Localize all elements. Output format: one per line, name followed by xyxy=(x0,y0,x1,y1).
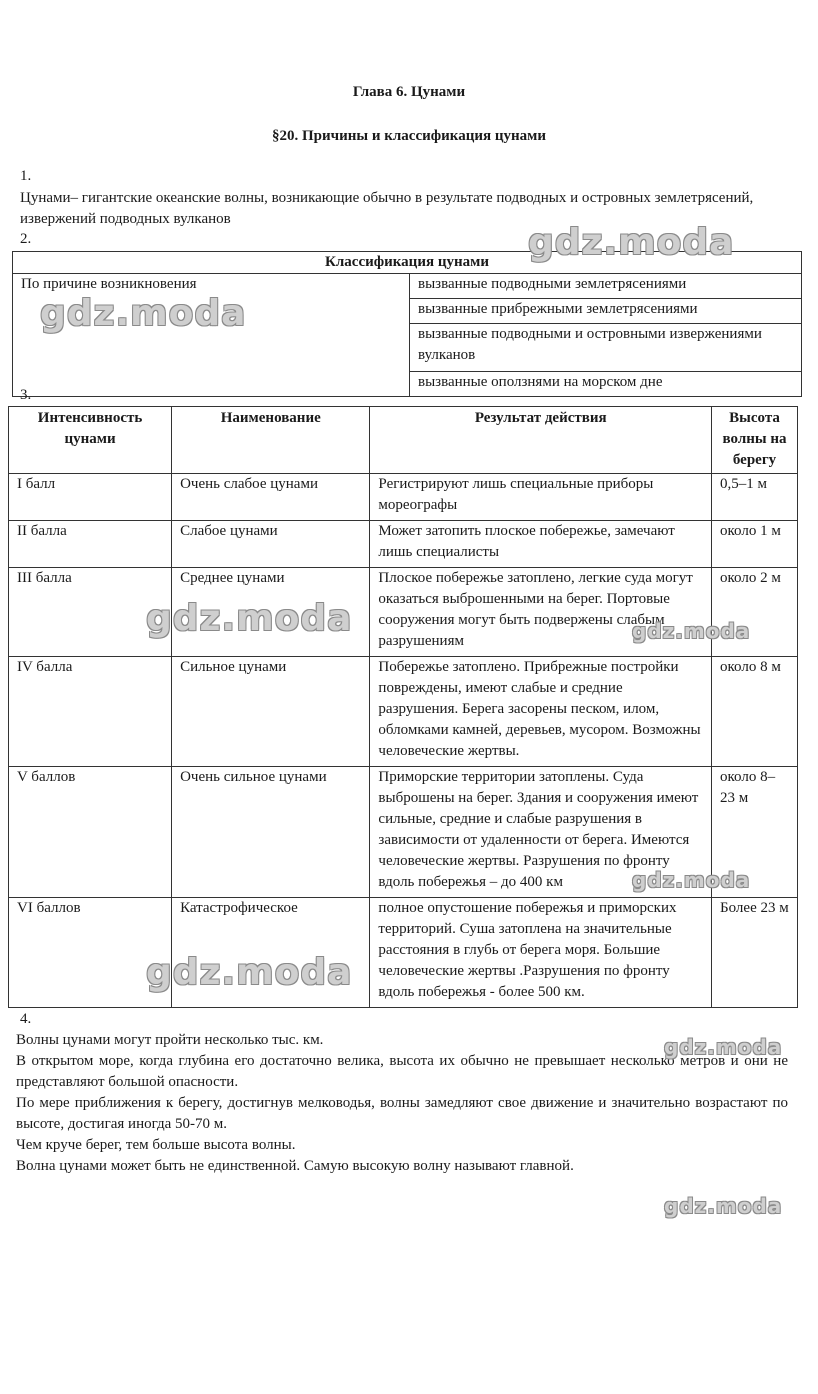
cell-name: Слабое цунами xyxy=(172,521,370,568)
cell-height: около 8 м xyxy=(712,657,798,767)
task1-text: Цунами– гигантские океанские волны, возникающие обычно в результате подводных и островных землетрясений, извержений подводных вулканов xyxy=(20,190,754,227)
chapter-title: Глава 6. Цунами xyxy=(352,84,466,100)
classification-type: вызванные подводными и островными извержениями вулканов xyxy=(410,323,802,372)
cell-height: около 2 м xyxy=(712,568,798,657)
watermark: gdz.moda xyxy=(632,619,751,643)
cell-result: Может затопить плоское побережье, замечают лишь специалисты xyxy=(370,521,712,568)
task2-number: 2. xyxy=(20,231,32,247)
classification-table xyxy=(12,251,802,397)
cell-intensity: III балла xyxy=(9,568,172,657)
cell-name: Среднее цунами xyxy=(172,568,370,657)
task4-text xyxy=(16,1030,788,1177)
classification-type: вызванные подводными землетрясениями xyxy=(410,274,802,299)
cell-name: Катастрофическое xyxy=(172,898,370,1008)
watermark: gdz.moda xyxy=(40,293,247,334)
table-row xyxy=(9,521,798,568)
task1-number: 1. xyxy=(20,168,32,184)
header-height: Высота волны на берегу xyxy=(712,407,798,474)
cell-name: Очень слабое цунами xyxy=(172,474,370,521)
intensity-table xyxy=(8,406,798,1008)
watermark: gdz.moda xyxy=(528,222,735,263)
cell-intensity: I балл xyxy=(9,474,172,521)
table-row xyxy=(9,474,798,521)
classification-criterion: По причине возникновения xyxy=(13,274,410,397)
task4-paragraph: По мере приближения к берегу, достигнув мелководья, волны замедляют свое движение и значительно возрастают по высоте, достигая иногда 50-70 м. xyxy=(16,1095,788,1132)
header-intensity: Интенсивность цунами xyxy=(9,407,172,474)
section-title: §20. Причины и классификация цунами xyxy=(272,128,546,144)
intensity-table-header xyxy=(9,407,798,474)
cell-name: Сильное цунами xyxy=(172,657,370,767)
table-row xyxy=(9,568,798,657)
task3-number: 3. xyxy=(20,387,32,403)
watermark: gdz.moda xyxy=(664,1194,783,1218)
cell-result: полное опустошение побережья и приморских территорий. Суша затоплена на значительные расстояния в глубь от берега моря. Большие человеческие жертвы .Разрушения по фронту вдоль побережья - более 500 км. xyxy=(370,898,712,1008)
classification-type: вызванные оползнями на морском дне xyxy=(410,372,802,397)
watermark: gdz.moda xyxy=(146,952,353,993)
cell-height: около 8–23 м xyxy=(712,767,798,898)
cell-result: Приморские территории затоплены. Суда выброшены на берег. Здания и сооружения имеют сильные, средние и слабые разрушения в зависимости от удаленности от берега. Имеются человеческие жертвы. Разрушения по фронту вдоль побережья – до 400 км xyxy=(370,767,712,898)
task4-paragraph: Чем круче берег, тем больше высота волны. xyxy=(16,1137,296,1153)
cell-intensity: IV балла xyxy=(9,657,172,767)
header-name: Наименование xyxy=(172,407,370,474)
cell-name: Очень сильное цунами xyxy=(172,767,370,898)
table-row xyxy=(9,657,798,767)
cell-result: Побережье затоплено. Прибрежные постройки повреждены, имеют слабые и средние разрушения. Берега засорены песком, илом, обломками камней, деревьев, мусором. Возможны человеческие жертвы. xyxy=(370,657,712,767)
task4-paragraph: В открытом море, когда глубина его достаточно велика, высота их обычно не превышает несколько метров и они не представляют большой опасности. xyxy=(16,1053,788,1090)
cell-intensity: V баллов xyxy=(9,767,172,898)
table-row xyxy=(9,898,798,1008)
task4-number: 4. xyxy=(20,1011,32,1027)
task4-paragraph: Волны цунами могут пройти несколько тыс. км. xyxy=(16,1032,324,1048)
cell-intensity: VI баллов xyxy=(9,898,172,1008)
classification-type: вызванные прибрежными землетрясениями xyxy=(410,298,802,323)
header-result: Результат действия xyxy=(370,407,712,474)
cell-height: Более 23 м xyxy=(712,898,798,1008)
task4-paragraph: Волна цунами может быть не единственной. Самую высокую волну называют главной. xyxy=(16,1158,574,1174)
cell-height: около 1 м xyxy=(712,521,798,568)
table-row xyxy=(9,767,798,898)
cell-result: Регистрируют лишь специальные приборы мореографы xyxy=(370,474,712,521)
cell-height: 0,5–1 м xyxy=(712,474,798,521)
classification-table-title: Классификация цунами xyxy=(13,252,802,274)
cell-intensity: II балла xyxy=(9,521,172,568)
watermark: gdz.moda xyxy=(146,598,353,639)
watermark: gdz.moda xyxy=(664,1035,783,1059)
watermark: gdz.moda xyxy=(632,868,751,892)
cell-result: Плоское побережье затоплено, легкие суда могут оказаться выброшенными на берег. Портовые сооружения могут быть подвержены слабым разрушениям xyxy=(370,568,712,657)
